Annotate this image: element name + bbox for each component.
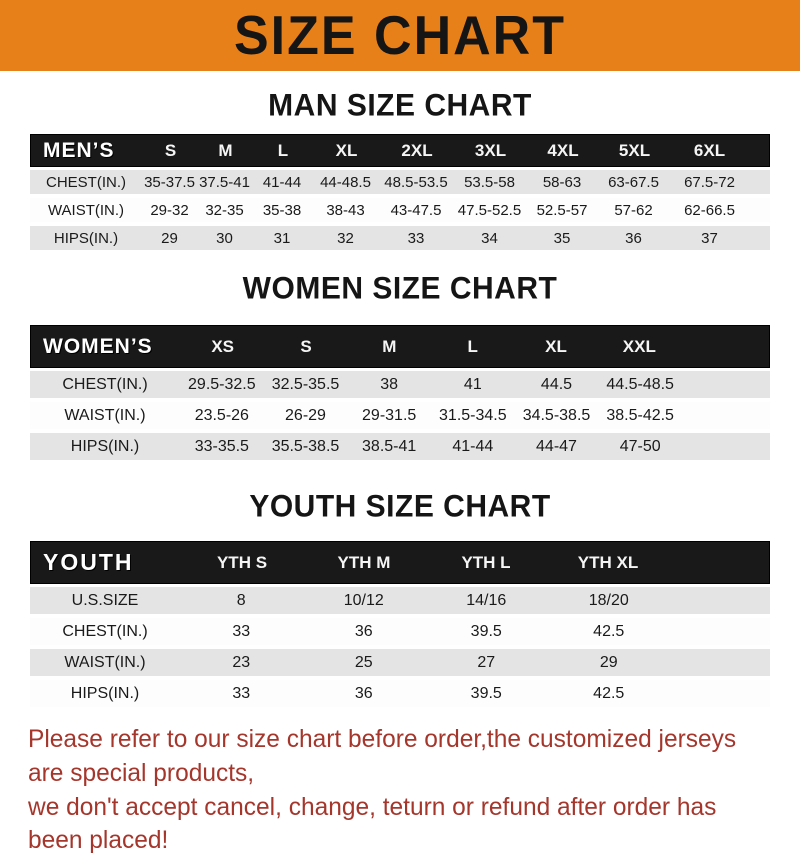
row-label-cell: WAIST(IN.) <box>30 202 142 219</box>
size-column-header: M <box>198 141 253 161</box>
size-column-header: 2XL <box>380 141 454 161</box>
size-column-header: YTH S <box>181 553 303 573</box>
size-value-cell: 35.5-38.5 <box>264 438 348 456</box>
size-value-cell: 33 <box>180 623 303 641</box>
size-value-cell: 39.5 <box>425 623 548 641</box>
size-value-cell: 44.5-48.5 <box>598 376 682 394</box>
size-column-header: YTH L <box>425 553 547 573</box>
size-value-cell: 29-32 <box>142 202 197 219</box>
size-column-header: YTH M <box>303 553 425 573</box>
row-label-cell: CHEST(IN.) <box>30 174 142 191</box>
youth-size-chart-heading: YOUTH SIZE CHART <box>0 489 800 523</box>
size-value-cell: 53.5-58 <box>453 174 526 191</box>
size-column-header: 4XL <box>527 141 599 161</box>
man-size-chart-heading: MAN SIZE CHART <box>0 88 800 122</box>
size-value-cell: 33 <box>379 230 453 247</box>
table-row <box>30 170 770 194</box>
size-value-cell: 67.5-72 <box>669 174 750 191</box>
size-value-cell: 14/16 <box>425 592 548 610</box>
size-value-cell: 35-37.5 <box>142 174 197 191</box>
size-value-cell: 42.5 <box>548 685 671 703</box>
size-value-cell: 58-63 <box>526 174 598 191</box>
size-value-cell: 52.5-57 <box>526 202 598 219</box>
table-title-cell: WOMEN’S <box>31 335 181 359</box>
size-value-cell: 10/12 <box>303 592 426 610</box>
size-value-cell: 47-50 <box>598 438 682 456</box>
row-label-cell: U.S.SIZE <box>30 592 180 610</box>
section-men <box>0 89 800 250</box>
table-title-cell: MEN’S <box>31 139 143 163</box>
size-value-cell: 47.5-52.5 <box>453 202 526 219</box>
size-value-cell: 27 <box>425 654 548 672</box>
table-header-row <box>30 134 770 167</box>
size-column-header: S <box>264 337 347 357</box>
size-chart-banner <box>0 0 800 71</box>
size-value-cell: 48.5-53.5 <box>379 174 453 191</box>
size-value-cell: 41-44 <box>431 438 515 456</box>
size-column-header: XS <box>181 337 264 357</box>
row-label-cell: HIPS(IN.) <box>30 685 180 703</box>
size-value-cell: 36 <box>598 230 669 247</box>
size-value-cell: 37.5-41 <box>197 174 252 191</box>
row-label-cell: WAIST(IN.) <box>30 654 180 672</box>
row-label-cell: HIPS(IN.) <box>30 230 142 247</box>
youth-size-table <box>30 541 770 707</box>
row-label-cell: CHEST(IN.) <box>30 376 180 394</box>
notice-line-2: we don't accept cancel, change, teturn or refund after order has been placed! <box>28 791 757 858</box>
size-value-cell: 34 <box>453 230 526 247</box>
notice-line-1: Please refer to our size chart before order,the customized jerseys are special products, <box>28 723 757 791</box>
size-column-header: M <box>348 337 431 357</box>
women-size-table <box>30 325 770 460</box>
table-row <box>30 587 770 614</box>
size-column-header: 5XL <box>599 141 670 161</box>
size-value-cell: 44.5 <box>515 376 599 394</box>
women-size-chart-heading: WOMEN SIZE CHART <box>0 271 800 305</box>
size-value-cell: 29 <box>548 654 671 672</box>
size-value-cell: 23 <box>180 654 303 672</box>
table-row <box>30 198 770 222</box>
size-value-cell: 30 <box>197 230 252 247</box>
section-women <box>0 272 800 460</box>
size-value-cell: 31.5-34.5 <box>431 407 515 425</box>
size-value-cell: 23.5-26 <box>180 407 264 425</box>
size-value-cell: 8 <box>180 592 303 610</box>
size-column-header: 6XL <box>670 141 749 161</box>
banner-title: SIZE CHART <box>234 4 566 68</box>
size-value-cell: 62-66.5 <box>669 202 750 219</box>
size-column-header: XXL <box>598 337 681 357</box>
table-row <box>30 433 770 460</box>
size-value-cell: 29 <box>142 230 197 247</box>
size-value-cell: 37 <box>669 230 750 247</box>
size-value-cell: 32.5-35.5 <box>264 376 348 394</box>
size-value-cell: 41 <box>431 376 515 394</box>
size-value-cell: 42.5 <box>548 623 671 641</box>
size-value-cell: 38.5-41 <box>347 438 431 456</box>
men-size-table <box>30 134 770 250</box>
size-value-cell: 38 <box>347 376 431 394</box>
size-value-cell: 39.5 <box>425 685 548 703</box>
size-value-cell: 44-47 <box>515 438 599 456</box>
size-value-cell: 63-67.5 <box>598 174 669 191</box>
row-label-cell: WAIST(IN.) <box>30 407 180 425</box>
size-value-cell: 44-48.5 <box>312 174 379 191</box>
size-column-header: L <box>253 141 313 161</box>
table-row <box>30 402 770 429</box>
size-value-cell: 18/20 <box>548 592 671 610</box>
size-column-header: L <box>431 337 514 357</box>
size-value-cell: 31 <box>252 230 312 247</box>
table-row <box>30 226 770 250</box>
table-title-cell: YOUTH <box>31 549 181 576</box>
row-label-cell: HIPS(IN.) <box>30 438 180 456</box>
table-row <box>30 649 770 676</box>
table-row <box>30 371 770 398</box>
table-header-row <box>30 325 770 368</box>
size-value-cell: 36 <box>303 685 426 703</box>
size-value-cell: 35-38 <box>252 202 312 219</box>
order-notice <box>28 723 757 858</box>
size-column-header: XL <box>514 337 597 357</box>
table-header-row <box>30 541 770 584</box>
size-value-cell: 32-35 <box>197 202 252 219</box>
size-value-cell: 35 <box>526 230 598 247</box>
size-value-cell: 32 <box>312 230 379 247</box>
size-value-cell: 43-47.5 <box>379 202 453 219</box>
size-value-cell: 38-43 <box>312 202 379 219</box>
size-value-cell: 41-44 <box>252 174 312 191</box>
size-value-cell: 33-35.5 <box>180 438 264 456</box>
size-column-header: XL <box>313 141 380 161</box>
size-column-header: 3XL <box>454 141 527 161</box>
section-youth <box>0 490 800 707</box>
size-column-header: S <box>143 141 198 161</box>
size-column-header: YTH XL <box>547 553 669 573</box>
row-label-cell: CHEST(IN.) <box>30 623 180 641</box>
table-row <box>30 680 770 707</box>
size-value-cell: 29.5-32.5 <box>180 376 264 394</box>
size-value-cell: 38.5-42.5 <box>598 407 682 425</box>
size-value-cell: 57-62 <box>598 202 669 219</box>
size-value-cell: 33 <box>180 685 303 703</box>
table-row <box>30 618 770 645</box>
size-value-cell: 36 <box>303 623 426 641</box>
size-value-cell: 25 <box>303 654 426 672</box>
size-value-cell: 29-31.5 <box>347 407 431 425</box>
size-value-cell: 26-29 <box>264 407 348 425</box>
size-value-cell: 34.5-38.5 <box>515 407 599 425</box>
